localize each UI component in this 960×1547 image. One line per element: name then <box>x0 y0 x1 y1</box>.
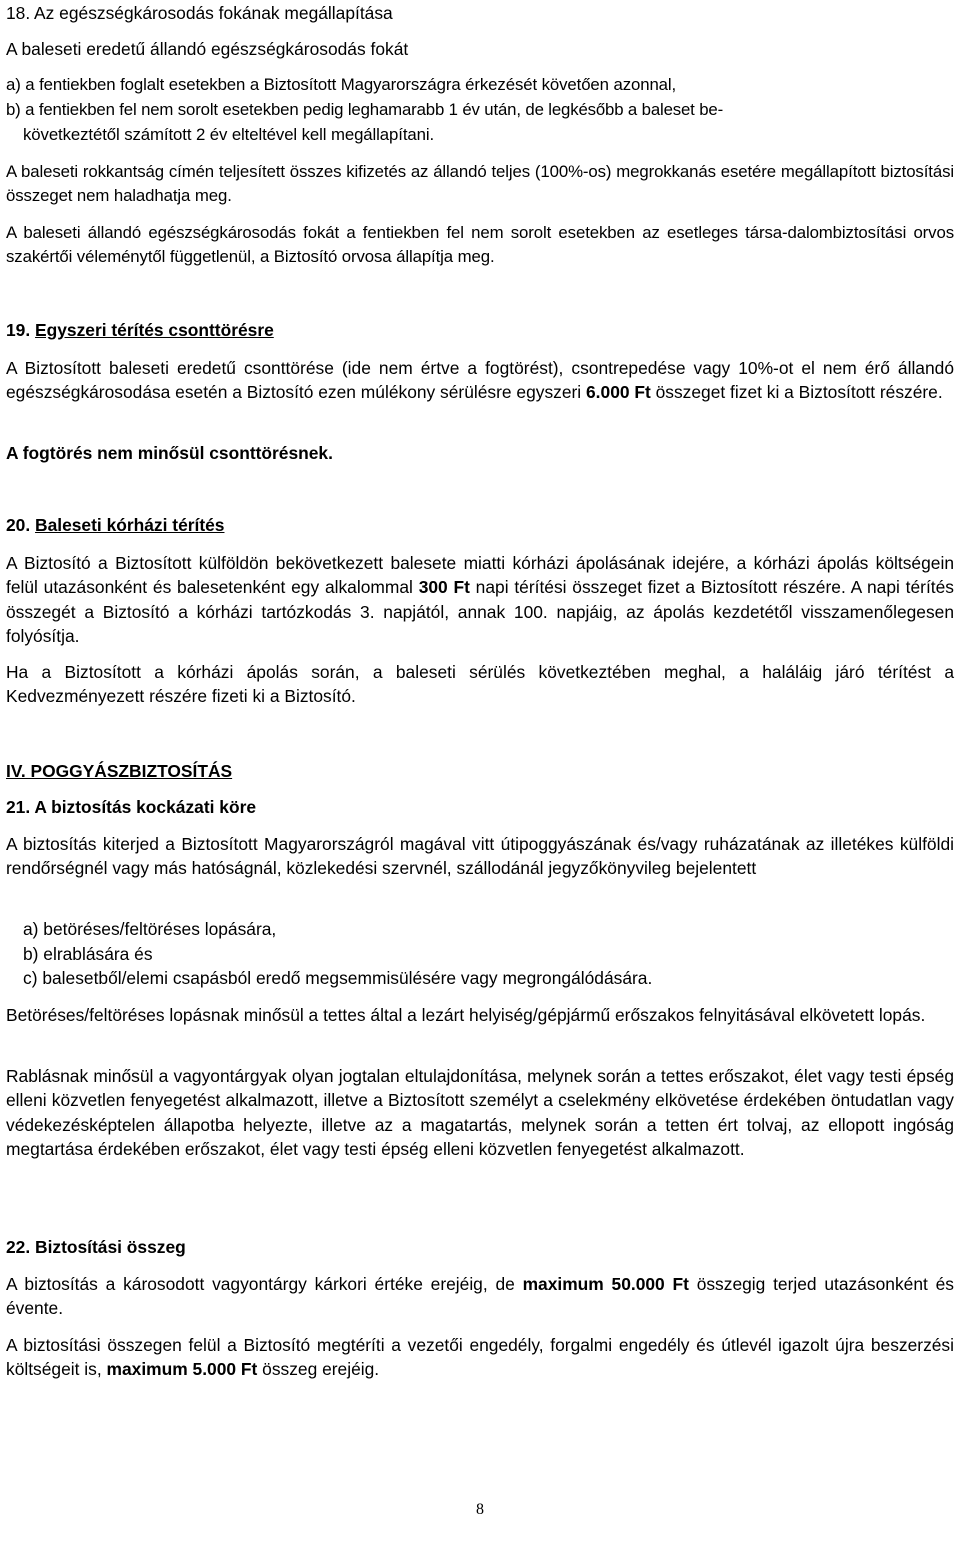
section-18-item-a: a) a fentiekben foglalt esetekben a Biztosított Magyarországra érkezését követően azonnal, <box>6 75 677 94</box>
section-19-text-b: összeget fizet ki a Biztosított részére. <box>650 382 943 403</box>
section-21-item-c: c) balesetből/elemi csapásból eredő megsemmisülésére vagy megrongálódására. <box>23 968 653 988</box>
section-22-text-b: összegig terjed utazásonként és évente. <box>6 1274 954 1319</box>
section-20-number: 20. <box>6 515 31 535</box>
section-18-paragraph-1: A baleseti rokkantság címén teljesített összes kifizetés az állandó teljes (100%-os) megrokkanás esetére megállapított biztosítási összeget nem haladhatja meg. <box>6 162 954 206</box>
section-18-intro: A baleseti eredetű állandó egészségkárosodás fokát <box>6 39 409 59</box>
section-22-paragraph-2 <box>6 1333 954 1382</box>
section-20-amount: 300 Ft <box>418 577 470 598</box>
section-20-paragraph-2: Ha a Biztosított a kórházi ápolás során, a baleseti sérülés következtében meghal, a haláláig járó térítést a Kedvezményezett részére fizeti ki a Biztosító. <box>6 662 954 707</box>
section-18-item-b-line1: b) a fentiekben fel nem sorolt esetekben pedig leghamarabb 1 év után, de legkésőbb a baleset be- <box>6 100 724 119</box>
section-20-paragraph-1 <box>6 551 954 648</box>
section-22-text-d: összeg erejéig. <box>257 1359 380 1380</box>
section-21-paragraph-3: Rablásnak minősül a vagyontárgyak olyan jogtalan eltulajdonítása, melynek során a tettes erőszakot, élet vagy testi épség elleni közvetlen fenyegetést alkalmazott, illetve a Biztosított személyt a cselekmény elkövetése érdekében öntudatlan vagy védekezésképtelen állapotba helyezte, illetve az a magatartás, melynek során a tetten ért tolvaj, az ellopott ingóság megtartása érdekében erőszakot, élet vagy testi épség elleni közvetlen fenyegetést alkalmazott. <box>6 1066 954 1159</box>
chapter-title <box>6 759 954 783</box>
section-19-note: A fogtörés nem minősül csonttörésnek. <box>6 443 333 463</box>
section-22-max-amount: maximum 50.000 Ft <box>522 1274 689 1294</box>
section-21-item-a: a) betöréses/feltöréses lopására, <box>23 919 277 939</box>
section-22-heading: 22. Biztosítási összeg <box>6 1237 186 1257</box>
section-19-amount: 6.000 Ft <box>586 382 651 403</box>
section-19-text-a: A Biztosított baleseti eredetű csonttörése (ide nem értve a fogtörést), csontrepedése vagy 10%-ot el nem érő állandó egészségkárosodása esetén a Biztosító ezen múlékony sérülésre egyszeri <box>6 358 954 403</box>
section-21-item-b: b) elrablására és <box>23 944 153 964</box>
chapter-title-text: IV. POGGYÁSZBIZTOSÍTÁS <box>6 761 233 781</box>
section-20-title: Baleseti kórházi térítés <box>35 515 225 535</box>
section-18-item-b-line2: következtétől számított 2 év elteltével kell megállapítani. <box>23 125 435 144</box>
section-22-paragraph-1 <box>6 1272 954 1321</box>
section-19-number: 19. <box>6 320 31 340</box>
section-21-heading: 21. A biztosítás kockázati köre <box>6 797 257 817</box>
section-22-text-a: A biztosítás a károsodott vagyontárgy kárkori értéke erejéig, de <box>6 1274 523 1294</box>
section-19-title: Egyszeri térítés csonttörésre <box>35 320 274 340</box>
section-19-paragraph <box>6 356 954 405</box>
section-21-paragraph-2: Betöréses/feltöréses lopásnak minősül a tettes által a lezárt helyiség/gépjármű erőszakos felnyitásával elkövetett lopás. <box>6 1005 926 1025</box>
section-21-paragraph-1: A biztosítás kiterjed a Biztosított Magyarországról magával vitt útipoggyászának és/vagy ruházatának az illetékes külföldi rendőrségnél vagy más hatóságnál, közlekedési szervnél, szállodánál jegyzőkönyvileg bejelentett <box>6 834 954 879</box>
section-18-paragraph-2: A baleseti állandó egészségkárosodás fokát a fentiekben fel nem sorolt esetekben az esetleges társa-dalombiztosítási orvos szakértői véleménytől függetlenül, a Biztosító orvosa állapítja meg. <box>6 223 954 267</box>
section-20-text-a: A Biztosító a Biztosított külföldön bekövetkezett balesete miatti kórházi ápolásának idejére, a kórházi ápolás költségein felül utazásonként és balesetenként egy alkalommal <box>6 553 954 598</box>
section-18-heading: 18. Az egészségkárosodás fokának megállapítása <box>6 3 393 23</box>
section-20-text-b: napi térítési összeget fizet a Biztosított részére. A napi térítés összegét a Biztosító a kórházi tartózkodás 3. napjától, annak 100. napjáig, az ápolás kezdetétől visszamenőlegesen folyósítja. <box>6 577 954 646</box>
section-22-max-amount-2: maximum 5.000 Ft <box>106 1359 258 1380</box>
section-20-heading <box>6 513 954 537</box>
section-19-heading <box>6 318 954 342</box>
section-22-text-c: A biztosítási összegen felül a Biztosító megtéríti a vezetői engedély, forgalmi engedély és útlevél igazolt újra beszerzési költségeit is, <box>6 1335 954 1380</box>
page-number: 8 <box>476 1501 484 1518</box>
